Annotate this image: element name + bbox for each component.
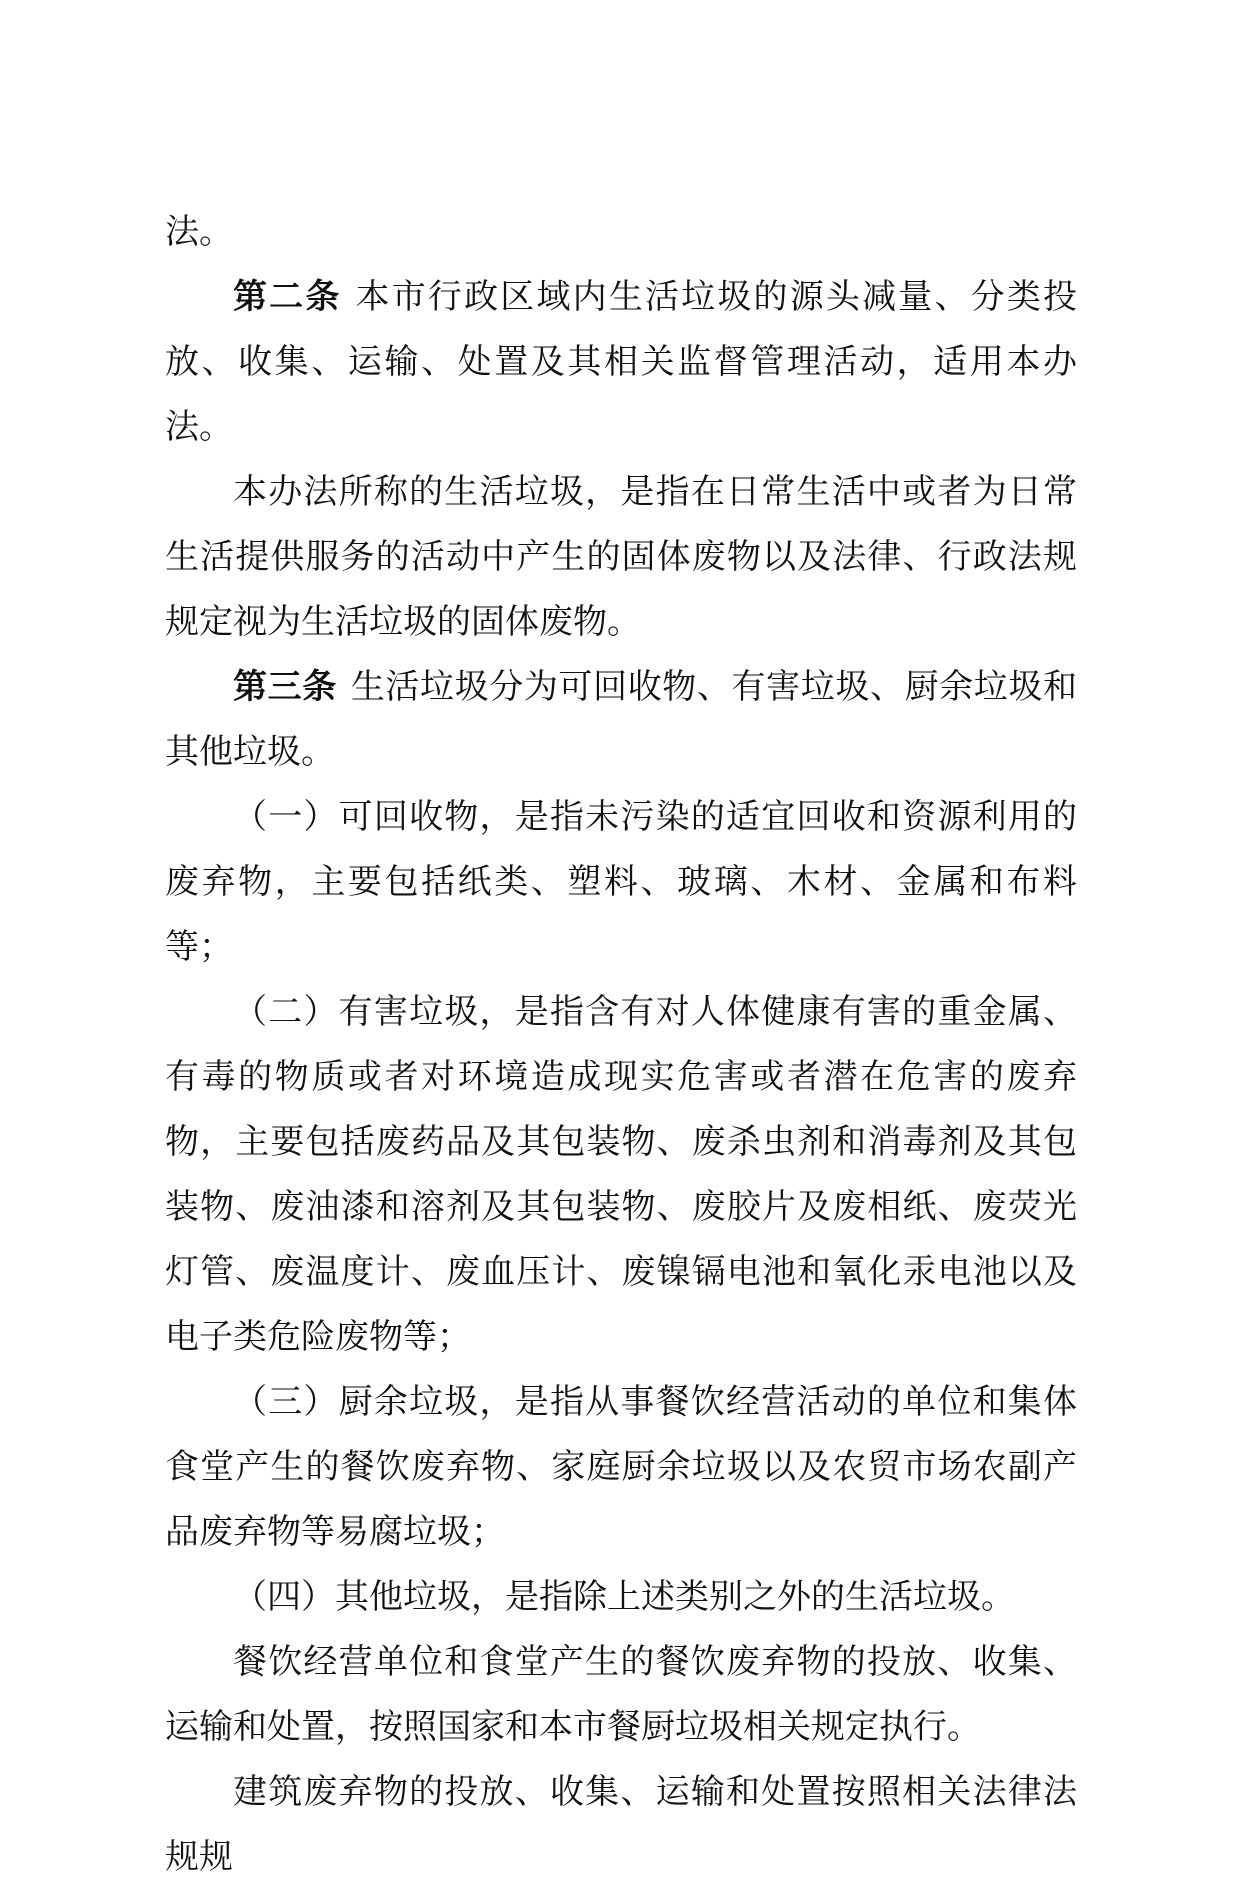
definition-paragraph: 本办法所称的生活垃圾，是指在日常生活中或者为日常生活提供服务的活动中产生的固体废物以及法律、行政法规规定视为生活垃圾的固体废物。 — [165, 472, 1077, 642]
construction-paragraph: 建筑废弃物的投放、收集、运输和处置按照相关法律法规规 — [165, 1772, 1077, 1877]
item-hazardous: （二）有害垃圾，是指含有对人体健康有害的重金属、有毒的物质或者对环境造成现实危害或者潜在危害的废弃物，主要包括废药品及其包装物、废杀虫剂和消毒剂及其包装物、废油漆和溶剂及其包装物、废胶片及废相纸、废荧光灯管、废温度计、废血压计、废镍镉电池和氧化汞电池以及电子类危险废物等； — [165, 992, 1077, 1357]
item-recyclable: （一）可回收物，是指未污染的适宜回收和资源利用的废弃物，主要包括纸类、塑料、玻璃、木材、金属和布料等； — [165, 797, 1077, 967]
article-3-heading: 第三条 — [233, 667, 337, 707]
article-3 — [165, 655, 1077, 785]
document-body — [165, 200, 1077, 1890]
continuation-text: 法。 — [165, 212, 233, 252]
article-2-body: 本市行政区域内生活垃圾的源头减量、分类投放、收集、运输、处置及其相关监督管理活动，适用本办法。 — [165, 277, 1077, 447]
item-other: （四）其他垃圾，是指除上述类别之外的生活垃圾。 — [233, 1577, 1015, 1617]
article-2-heading: 第二条 — [233, 277, 342, 317]
item-kitchen: （三）厨余垃圾，是指从事餐饮经营活动的单位和集体食堂产生的餐饮废弃物、家庭厨余垃圾以及农贸市场农副产品废弃物等易腐垃圾； — [165, 1382, 1077, 1552]
catering-paragraph: 餐饮经营单位和食堂产生的餐饮废弃物的投放、收集、运输和处置，按照国家和本市餐厨垃圾相关规定执行。 — [165, 1642, 1077, 1747]
article-3-body: 生活垃圾分为可回收物、有害垃圾、厨余垃圾和其他垃圾。 — [165, 667, 1078, 772]
article-2 — [165, 265, 1077, 460]
